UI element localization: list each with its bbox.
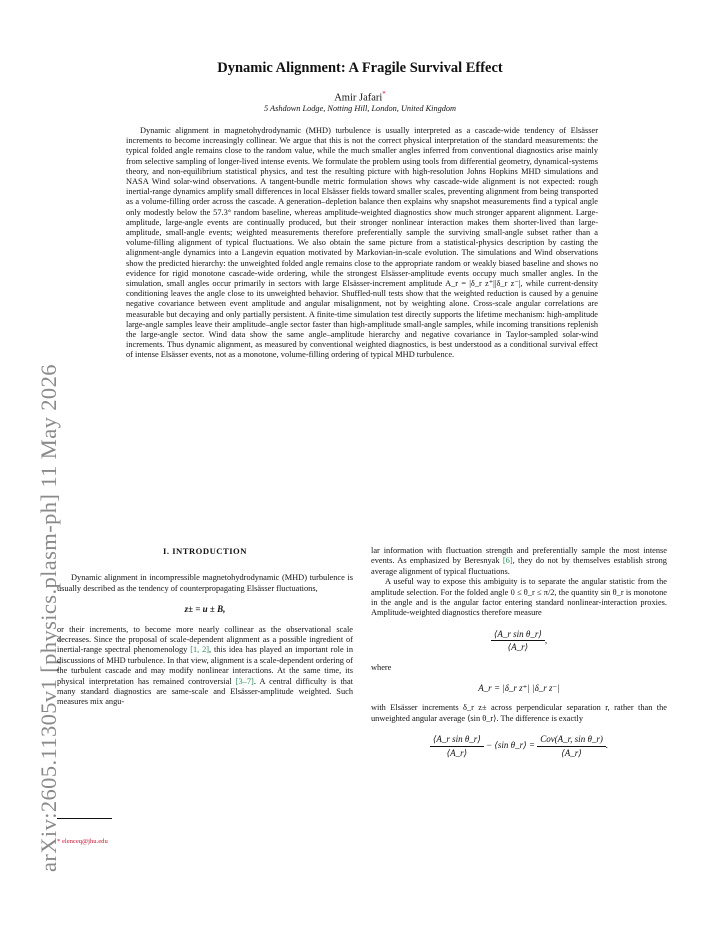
equation-elsasser-definition: z± = u ± B, bbox=[184, 604, 226, 615]
arxiv-identifier: arXiv:2605.11305v1 [physics.plasm-ph] 11 May 2026 bbox=[36, 364, 61, 872]
fraction-denominator: ⟨A_r⟩ bbox=[561, 747, 582, 758]
intro-paragraph-1: Dynamic alignment in incompressible magnetohydrodynamic (MHD) turbulence is usually described as the tendency of counterpropagating Elsässer fluctuations, bbox=[57, 573, 353, 593]
citation-link-6[interactable]: [6] bbox=[502, 556, 513, 566]
equation-amplitude-definition: A_r = |δ_r z⁺| |δ_r z⁻| bbox=[478, 683, 560, 694]
citation-link-1-2[interactable]: [1, 2] bbox=[190, 645, 210, 655]
author-line bbox=[0, 90, 720, 104]
intro-paragraph-2 bbox=[57, 625, 353, 708]
equation-middle-term: − ⟨sin θ_r⟩ = bbox=[483, 740, 538, 751]
equation-punctuation: . bbox=[605, 740, 609, 751]
equation-covariance bbox=[371, 734, 667, 758]
right-paragraph-1 bbox=[371, 546, 667, 577]
right-paragraph-2: A useful way to expose this ambiguity is to separate the angular statistic from the amplitude selection. For the folded angle 0 ≤ θ_r ≤ π/2, the quantity sin θ_r is monotone in the angle and is the angular factor entering standard nonlinear-interaction proxies. Amplitude-weighted diagnostics therefore measure bbox=[371, 577, 667, 618]
footnote-email[interactable]: * elenceq@jhu.edu bbox=[57, 838, 108, 845]
citation-link-3-7[interactable]: [3–7] bbox=[235, 676, 254, 686]
right-paragraph-3: with Elsässer increments δ_r z± across perpendicular separation r, rather than the unweighted angular average ⟨sin θ_r⟩. The difference is exactly bbox=[371, 703, 667, 723]
equation-fraction-left bbox=[430, 734, 484, 758]
equation-punctuation: , bbox=[544, 634, 548, 645]
right-column bbox=[371, 546, 667, 768]
equation-weighted-measure bbox=[371, 629, 667, 653]
abstract: Dynamic alignment in magnetohydrodynamic (MHD) turbulence is usually interpreted as a cascade-wide tendency of Elsässer increments to become increasingly collinear. We argue that this is not the correct physical interpretation of the standard measurements: the typical folded angle remains close to the random value, while the much smaller angles inferred from conventional diagnostics arise mainly from selective sampling of longer-lived intense events. We formulate the problem using tools from differential geometry, dynamical-systems theory, and non-equilibrium statistical physics, and test the resulting picture with high-resolution Johns Hopkins MHD simulations and NASA Wind solar-wind observations. A tangent-bundle metric formulation shows why cascade-wide alignment is not expected: rough inertial-range dynamics amplify small differences in local Elsässer fields toward smaller scales, preventing alignment from being transported as a volume-filling order across the cascade. A generation–depletion balance then explains why snapshot measurements find a typical angle only modestly below the 57.3° random baseline, whereas amplitude-weighted diagnostics show much stronger apparent alignment. Large-amplitude, large-angle events are continually produced, but their stronger nonlinear interaction makes them shorter-lived than large-amplitude, small-angle events; weighted measurements therefore preferentially sample the surviving small-angle subset rather than a volume-filling alignment of typical fluctuations. We also obtain the same picture from a statistical-physics description by casting the alignment-angle dynamics into a Langevin equation motivated by Markovian-in-scale evolution. The simulations and Wind observations show the predicted hierarchy: the unweighted folded angle remains close to the appropriate random or weakly biased baseline and shows no evidence for rigid monotone cascade-wide ordering, while the strongest Elsässer-amplitude events occupy much smaller angles. In the simulation, small angles occur primarily in sectors with large Elsässer-increment amplitude A_r = |δ_r z⁺||δ_r z⁻|, while current-density conditioning leaves the angle close to its unweighted behavior. Shuffled-null tests show that the weighted reduction is caused by a genuine negative covariance between event amplitude and angular misalignment, not by weighting alone. Cross-scale angular correlations are measurable but decaying and only partially persistent. A finite-time simulation test directly supports the lifetime mechanism: high-amplitude large-angle samples leave their amplitude–angle sector faster than high-amplitude small-angle samples, while incoming transitions replenish the large-angle sector. Wind data show the same angle–amplitude hierarchy and negative covariance in Taylor-sampled solar-wind increments. Thus dynamic alignment, as measured by conventional weighted diagnostics, is best understood as a conditional survival effect of intense Elsässer events, not as a monotone, volume-filling ordering of typical MHD turbulence. bbox=[126, 126, 598, 360]
left-column bbox=[57, 546, 353, 708]
fraction-numerator: Cov(A_r, sin θ_r) bbox=[537, 734, 606, 746]
fraction-denominator: ⟨A_r⟩ bbox=[507, 642, 529, 653]
equation-fraction bbox=[491, 628, 548, 653]
section-heading-introduction: I. INTRODUCTION bbox=[163, 546, 247, 556]
intro-text-b: , this idea has played an important role in discussions of MHD turbulence. In that view, alignment is a scale-dependent ordering of the turbulent cascade and may modify nonlinear interactions. At the same time, its physical interpretation has remained controversial bbox=[57, 645, 353, 686]
intro-text-c: . A central difficulty is that many standard diagnostics are same-scale and Elsässer-amplitude weighted. Such measures mix angu- bbox=[57, 676, 353, 707]
where-text: where bbox=[371, 662, 392, 672]
affiliation: 5 Ashdown Lodge, Notting Hill, London, United Kingdom bbox=[263, 104, 457, 113]
arxiv-sidebar bbox=[14, 176, 61, 872]
author-name: Amir Jafari bbox=[334, 92, 383, 104]
fraction-numerator: ⟨A_r sin θ_r⟩ bbox=[491, 629, 545, 641]
intro-text-a: or their increments, to become more nearly collinear as the observational scale decreases. Since the proposal of scale-dependent alignment as a possible ingredient of inertial-range spectral phenomenology bbox=[57, 624, 353, 655]
author-footnote-mark[interactable]: * bbox=[382, 90, 386, 98]
paper-title: Dynamic Alignment: A Fragile Survival Effect bbox=[217, 60, 503, 76]
equation-fraction-right bbox=[537, 734, 609, 758]
right-text-a: lar information with fluctuation strength and preferentially sample the most intense events. As emphasized by Beresnyak bbox=[371, 546, 667, 566]
fraction-denominator: ⟨A_r⟩ bbox=[446, 747, 468, 758]
fraction-numerator: ⟨A_r sin θ_r⟩ bbox=[430, 734, 484, 746]
footnote-rule bbox=[57, 818, 112, 819]
right-text-b: , they do not by themselves establish strong average alignment of typical fluctuations. bbox=[371, 556, 667, 576]
